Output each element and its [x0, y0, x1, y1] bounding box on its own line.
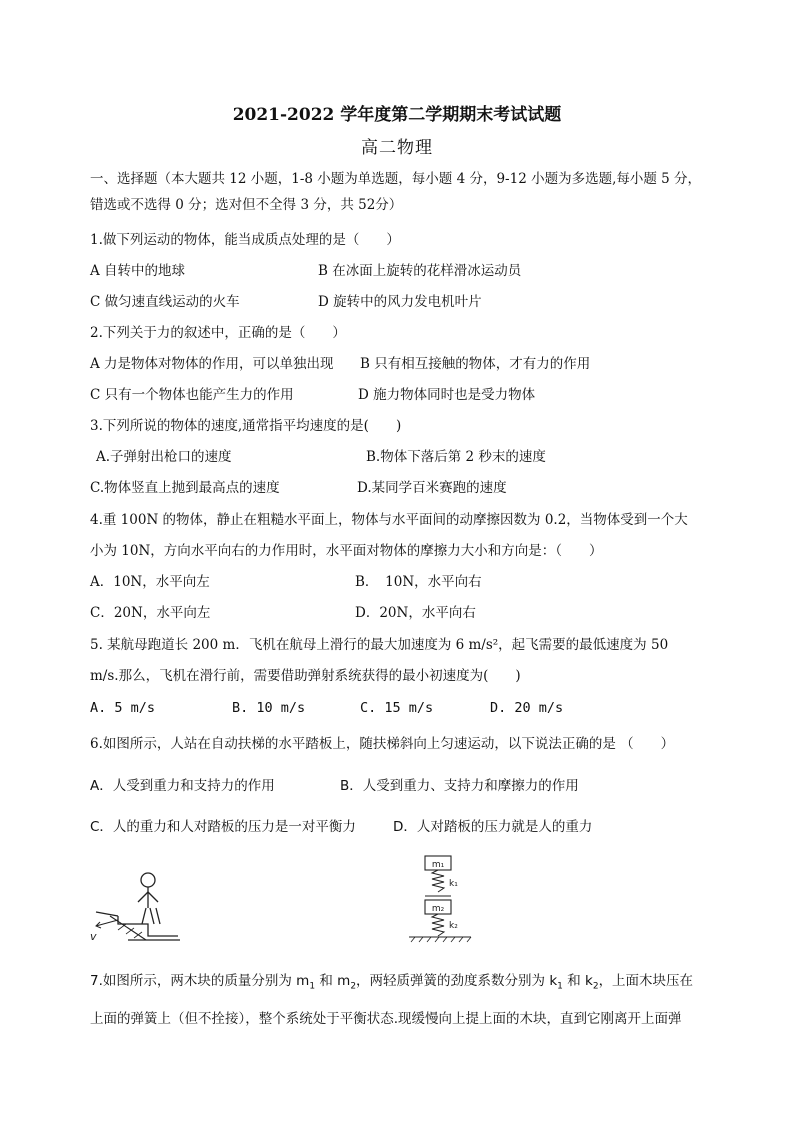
q6-option-a: A．人受到重力和支持力的作用 — [90, 778, 275, 794]
q1-stem: 1.做下列运动的物体，能当成质点处理的是（ ） — [90, 232, 400, 248]
q6-stem: 6.如图所示，人站在自动扶梯的水平踏板上，随扶梯斜向上匀速运动，以下说法正确的是 （ ） — [90, 736, 675, 752]
q5-option-b: B. 10 m/s — [232, 700, 306, 716]
q1-option-c: C 做匀速直线运动的火车 — [90, 294, 240, 310]
q5-option-c: C. 15 m/s — [360, 700, 434, 716]
q2-option-c: C 只有一个物体也能产生力的作用 — [90, 387, 294, 403]
exam-title: 2021-2022 学年度第二学期期末考试试题 — [232, 105, 562, 125]
q5-option-a: A. 5 m/s — [90, 700, 156, 716]
q4-option-b: B． 10N，水平向右 — [355, 574, 482, 590]
q1-option-b: B 在冰面上旋转的花样滑冰运动员 — [318, 263, 522, 279]
spring-k2-label: k₂ — [449, 921, 458, 931]
q4-option-c: C．20N，水平向左 — [90, 605, 211, 621]
escalator-figure — [88, 868, 184, 948]
q4-stem-line1: 4.重 100N 的物体，静止在粗糙水平面上，物体与水平面间的动摩擦因数为 0.2，当物体受到一个大 — [90, 512, 688, 528]
q5-stem-line1: 5. 某航母跑道长 200 m．飞机在航母上滑行的最大加速度为 6 m/s²，起飞需要的最低速度为 50 — [90, 637, 669, 653]
spring-k1 — [432, 870, 444, 892]
q2-option-a: A 力是物体对物体的作用，可以单独出现 — [90, 356, 334, 372]
q4-option-d: D．20N，水平向右 — [355, 605, 476, 621]
section-instructions-line2: 错选或不选得 0 分；选对但不全得 3 分，共 52分） — [90, 197, 403, 213]
exam-subtitle: 高二物理 — [361, 138, 433, 158]
velocity-label: v — [90, 930, 97, 943]
q3-option-d: D.某同学百米赛跑的速度 — [357, 480, 507, 496]
q2-option-d: D 施力物体同时也是受力物体 — [358, 387, 536, 403]
q6-option-b: B．人受到重力、支持力和摩擦力的作用 — [340, 778, 579, 794]
q5-option-d: D. 20 m/s — [490, 700, 564, 716]
q3-stem: 3.下列所说的物体的速度,通常指平均速度的是( ) — [90, 418, 402, 434]
q7-stem-line1: 7.如图所示，两木块的质量分别为 $m_1$ 和 $m_2$，两轻质弹簧的劲度系数分别为 $k_1$ 和 $k_2$，上面木块压在 — [90, 973, 694, 992]
q2-stem: 2.下列关于力的叙述中，正确的是（ ） — [90, 325, 346, 341]
q1-option-d: D 旋转中的风力发电机叶片 — [318, 294, 482, 310]
block-m1-label: m₁ — [431, 860, 445, 870]
q6-option-d: D．人对踏板的压力就是人的重力 — [393, 819, 593, 835]
q5-stem-line2: m/s.那么，飞机在滑行前，需要借助弹射系统获得的最小初速度为( ) — [90, 668, 521, 684]
person-head — [141, 873, 155, 887]
spring-blocks-figure — [405, 852, 475, 944]
block-m2-label: m₂ — [431, 904, 445, 914]
q4-stem-line2: 小为 10N，方向水平向右的力作用时，水平面对物体的摩擦力大小和方向是：（ ） — [90, 543, 603, 559]
q2-option-b: B 只有相互接触的物体，才有力的作用 — [360, 356, 591, 372]
q4-option-a: A．10N，水平向左 — [90, 574, 210, 590]
q3-option-a: A.子弹射出枪口的速度 — [96, 449, 232, 465]
section-instructions-line1: 一、选择题（本大题共 12 小题，1-8 小题为单选题，每小题 4 分，9-12 小题为多选题,每小题 5 分， — [90, 171, 702, 187]
q3-option-c: C.物体竖直上抛到最高点的速度 — [90, 480, 280, 496]
spring-k1-label: k₁ — [449, 879, 458, 889]
q3-option-b: B.物体下落后第 2 秒末的速度 — [366, 449, 546, 465]
spring-k2 — [432, 914, 444, 936]
q1-option-a: A 自转中的地球 — [90, 263, 186, 279]
q7-stem-line2: 上面的弹簧上（但不拴接），整个系统处于平衡状态.现缓慢向上提上面的木块，直到它刚离开上面弹 — [90, 1011, 682, 1027]
q6-option-c: C．人的重力和人对踏板的压力是一对平衡力 — [90, 819, 356, 835]
